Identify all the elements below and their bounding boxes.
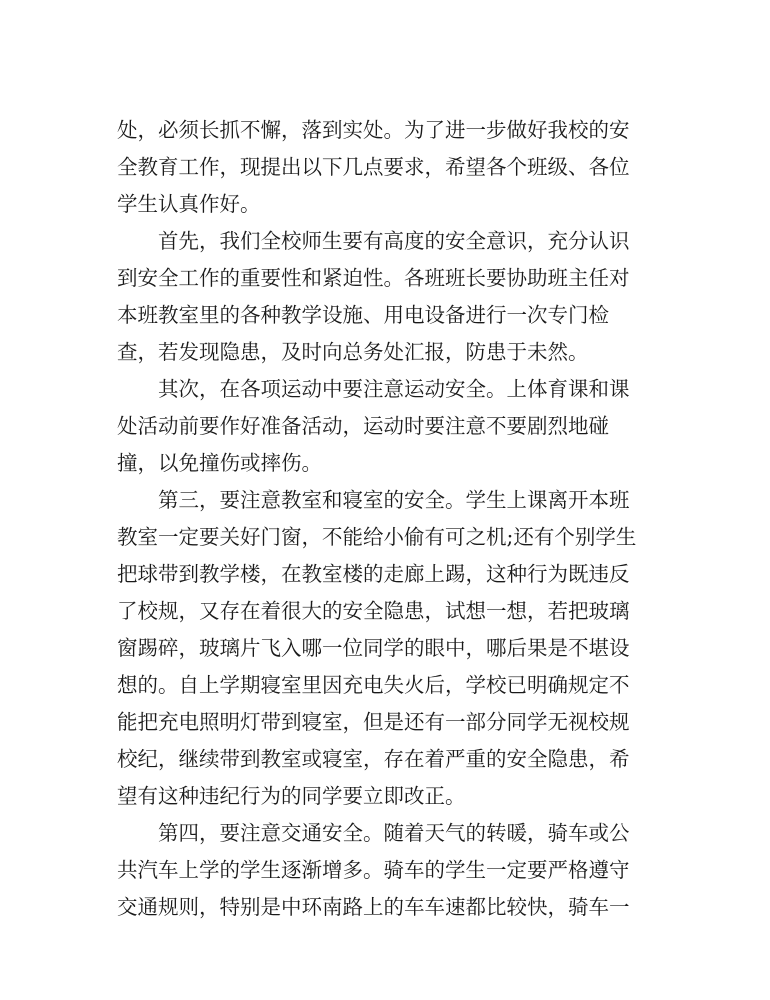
text-line: 共汽车上学的学生逐渐增多。骑车的学生一定要严格遵守 [117, 858, 630, 882]
text-line: 教室一定要关好门窗，不能给小偷有可之机;还有个别学生 [117, 525, 637, 549]
text-line: 校纪，继续带到教室或寝室，存在着严重的安全隐患，希 [117, 747, 630, 771]
text-line: 窗踢碎，玻璃片飞入哪一位同学的眼中，哪后果是不堪设 [117, 636, 630, 660]
text-line: 查，若发现隐患，及时向总务处汇报，防患于未然。 [117, 340, 589, 364]
text-line: 其次，在各项运动中要注意运动安全。上体育课和课 [158, 377, 630, 401]
text-line: 全教育工作，现提出以下几点要求，希望各个班级、各位 [117, 155, 630, 179]
text-line: 撞，以免撞伤或摔伤。 [117, 451, 322, 475]
text-line: 了校规，又存在着很大的安全隐患，试想一想，若把玻璃 [117, 599, 630, 623]
text-line: 第四，要注意交通安全。随着天气的转暖，骑车或公 [158, 821, 630, 845]
text-line: 想的。自上学期寝室里因充电失火后，学校已明确规定不 [117, 673, 630, 697]
text-line: 把球带到教学楼，在教室楼的走廊上踢，这种行为既违反 [117, 562, 630, 586]
text-line: 处活动前要作好准备活动，运动时要注意不要剧烈地碰 [117, 414, 609, 438]
text-line: 交通规则，特别是中环南路上的车车速都比较快，骑车一 [117, 895, 630, 919]
text-line: 处，必须长抓不懈，落到实处。为了进一步做好我校的安 [117, 118, 630, 142]
text-line: 第三，要注意教室和寝室的安全。学生上课离开本班 [158, 488, 630, 512]
text-line: 学生认真作好。 [117, 192, 261, 216]
text-line: 到安全工作的重要性和紧迫性。各班班长要协助班主任对 [117, 266, 630, 290]
body-text [117, 112, 647, 926]
text-line: 本班教室里的各种教学设施、用电设备进行一次专门检 [117, 303, 609, 327]
text-line: 首先，我们全校师生要有高度的安全意识，充分认识 [158, 229, 630, 253]
text-line: 能把充电照明灯带到寝室，但是还有一部分同学无视校规 [117, 710, 630, 734]
text-line: 望有这种违纪行为的同学要立即改正。 [117, 784, 466, 808]
